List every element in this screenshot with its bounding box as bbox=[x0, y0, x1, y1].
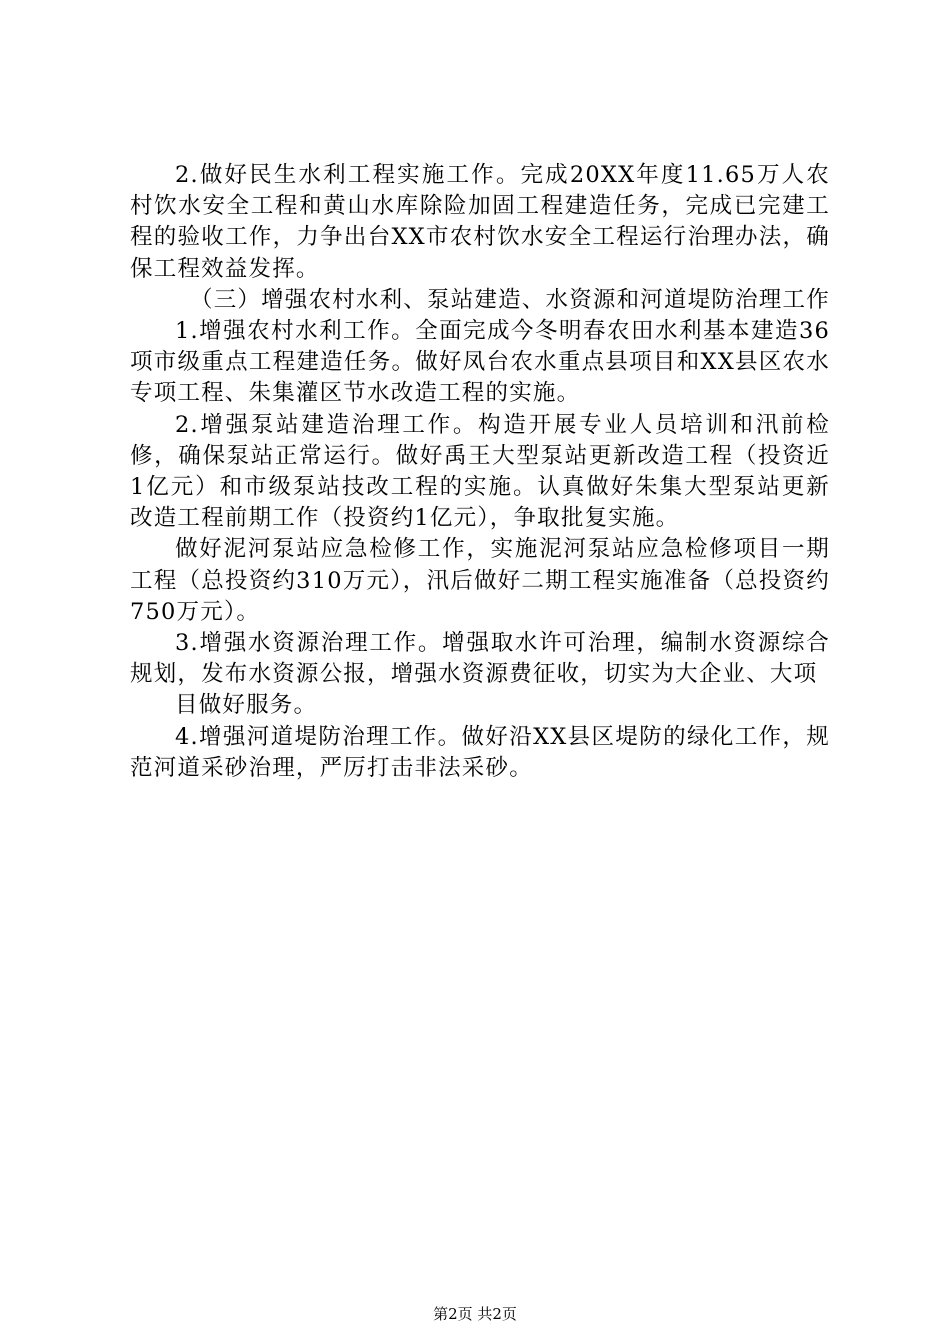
paragraph-pump-station: 2.增强泵站建造治理工作。构造开展专业人员培训和汛前检修，确保泵站正常运行。做好禹王大型泵站更新改造工程（投资近1亿元）和市级泵站技改工程的实施。认真做好朱集大型泵站更新改造工程前期工作（投资约1亿元），争取批复实施。 bbox=[130, 411, 830, 532]
paragraph-rural-water: 1.增强农村水利工作。全面完成今冬明春农田水利基本建造36项市级重点工程建造任务。做好凤台农水重点县项目和XX县区农水专项工程、朱集灌区节水改造工程的实施。 bbox=[130, 318, 830, 407]
paragraph-water-resources: 3.增强水资源治理工作。增强取水许可治理，编制水资源综合规划，发布水资源公报，增强水资源费征收，切实为大企业、大项 bbox=[130, 630, 830, 688]
section-heading-3: （三）增强农村水利、泵站建造、水资源和河道堤防治理工作 bbox=[190, 286, 830, 313]
document-body bbox=[130, 160, 830, 784]
paragraph-minsheng-water: 2.做好民生水利工程实施工作。完成20XX年度11.65万人农村饮水安全工程和黄山水库除险加固工程建造任务，完成已完建工程的验收工作，力争出台XX市农村饮水安全工程运行治理办法，确保工程效益发挥。 bbox=[130, 162, 830, 282]
paragraph-river-embankment: 4.增强河道堤防治理工作。做好沿XX县区堤防的绿化工作，规范河道采砂治理，严厉打击非法采砂。 bbox=[130, 723, 830, 781]
page-footer: 第2页 共2页 bbox=[433, 1305, 517, 1323]
paragraph-continuation: 目做好服务。 bbox=[175, 692, 318, 719]
paragraph-nihe-pump: 做好泥河泵站应急检修工作，实施泥河泵站应急检修项目一期工程（总投资约310万元），汛后做好二期工程实施准备（总投资约750万元）。 bbox=[130, 536, 830, 625]
